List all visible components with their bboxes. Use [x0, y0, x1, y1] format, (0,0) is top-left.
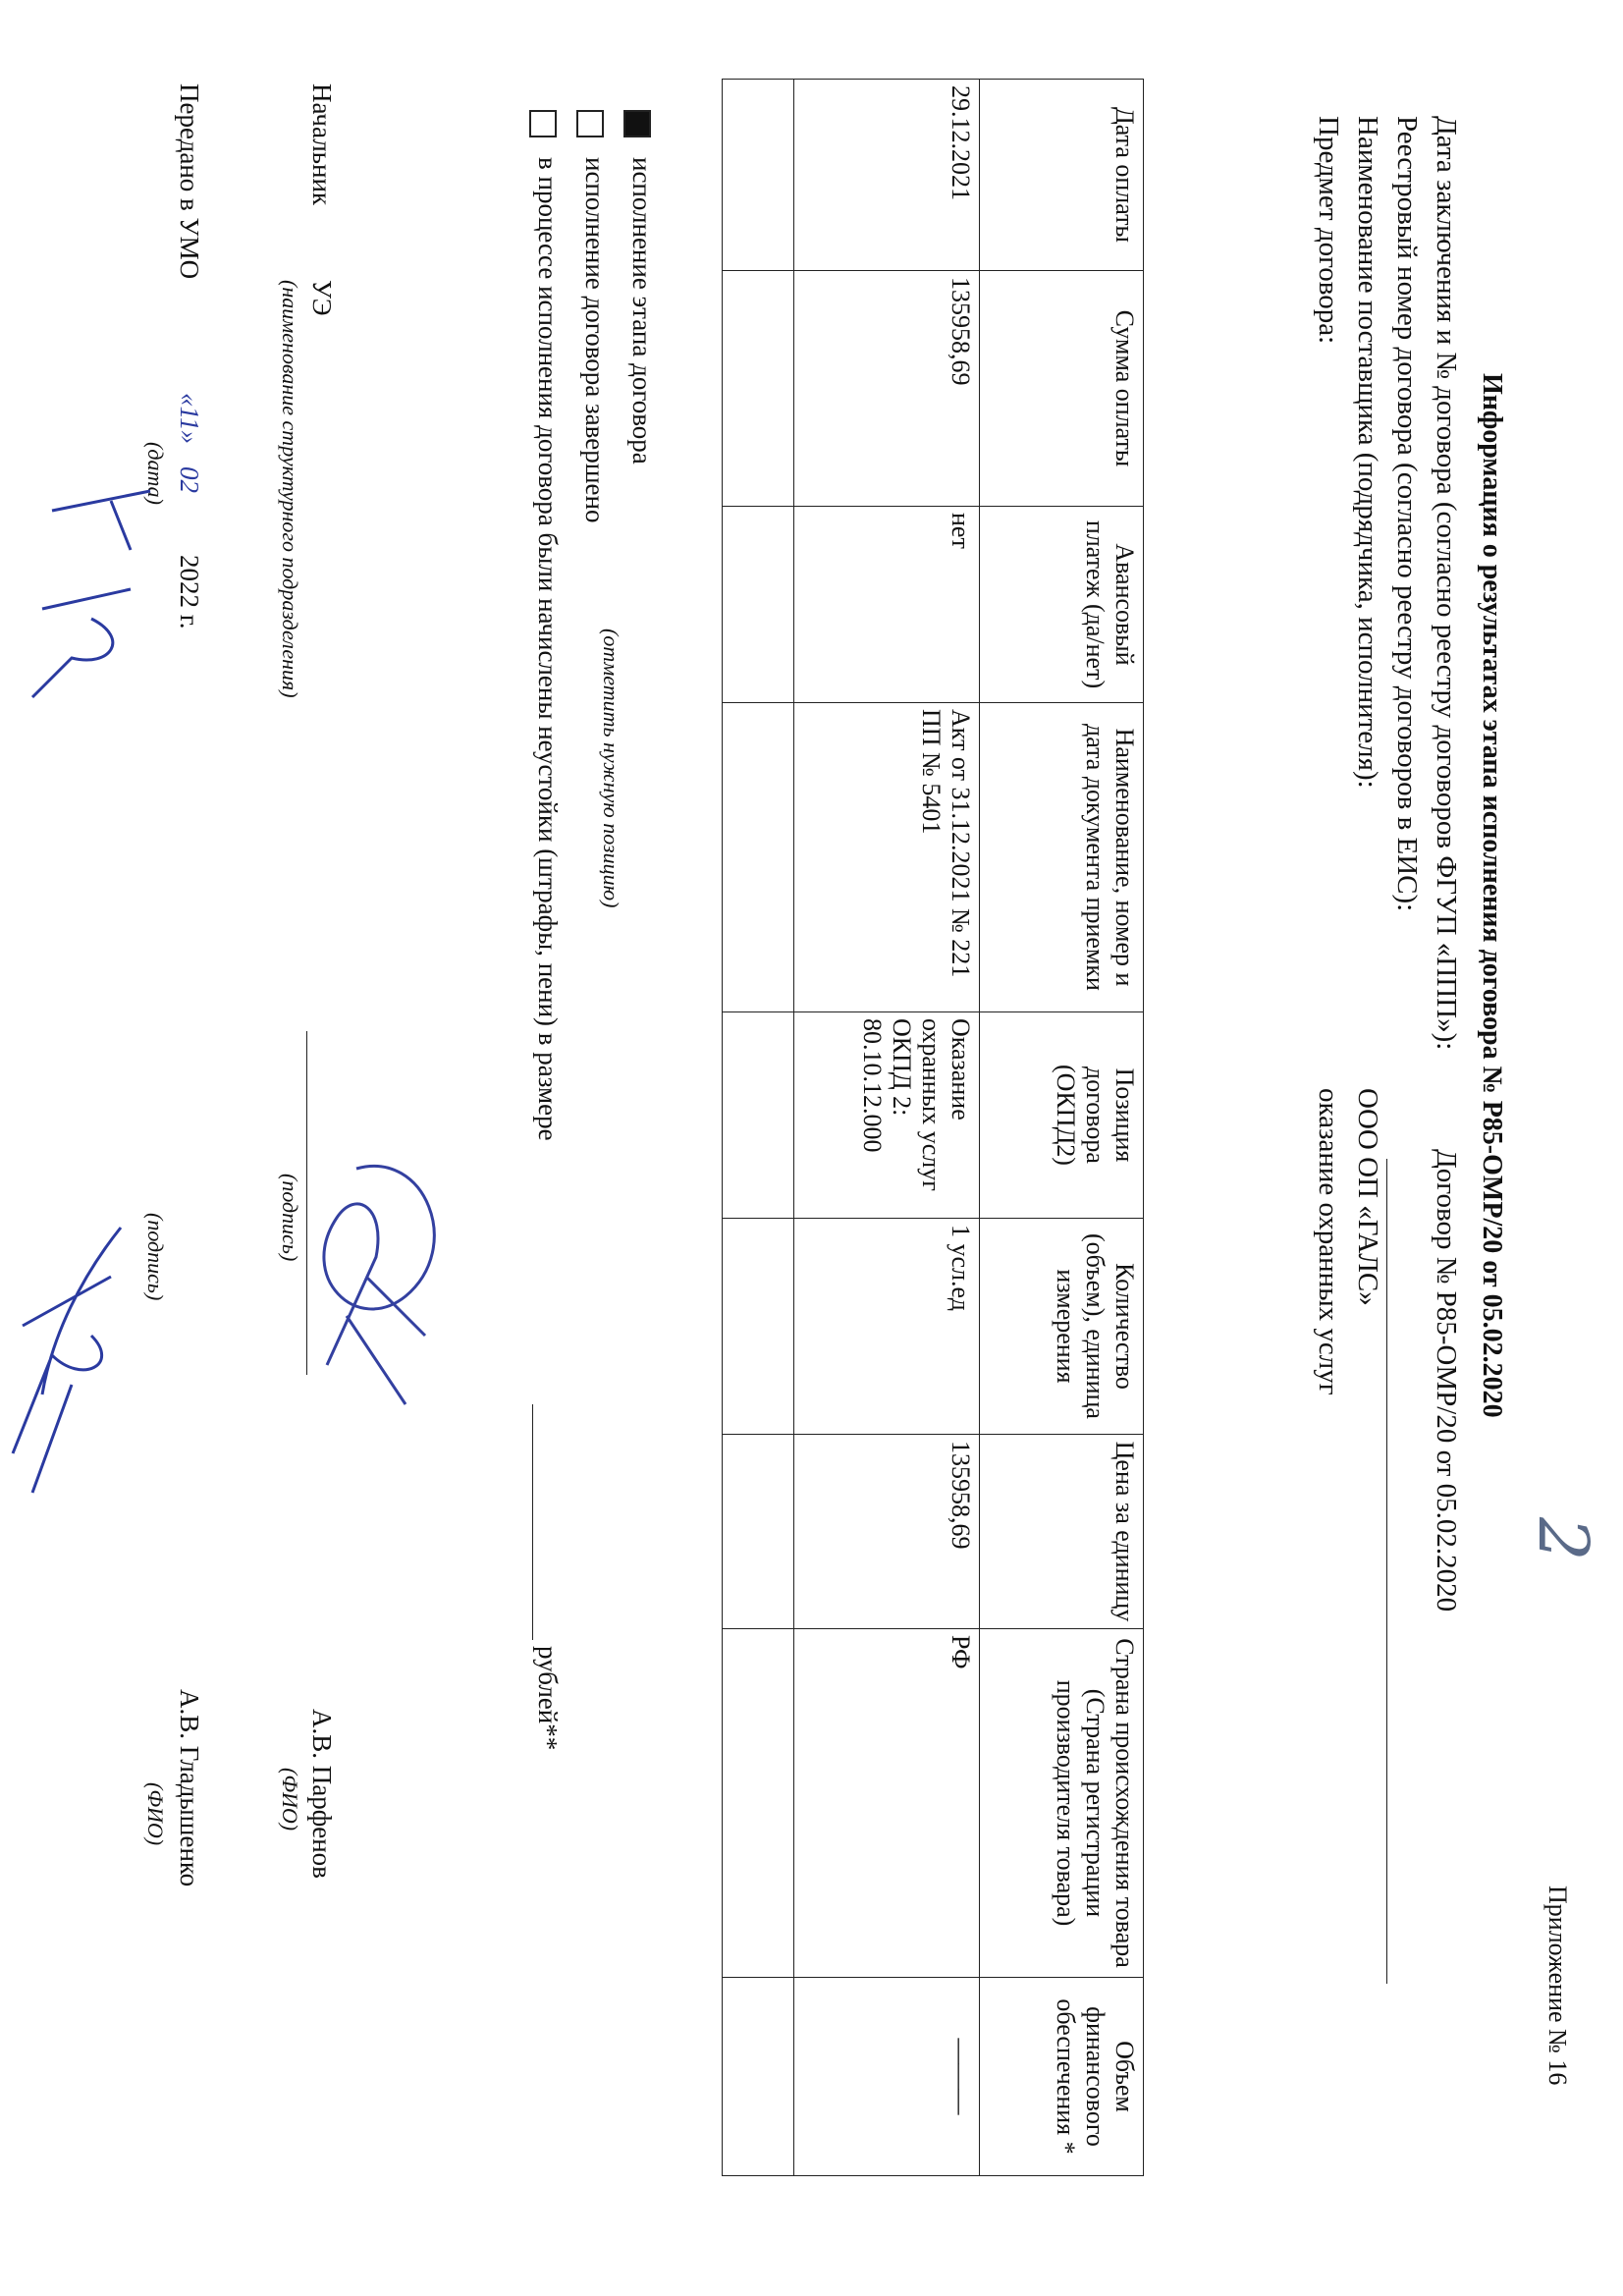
appendix-label: Приложение № 16: [1543, 1886, 1572, 2086]
header-okpd2: Позиция договора (ОКПД2): [980, 1012, 1144, 1219]
transfer-sign-caption: (подпись): [143, 1213, 168, 1301]
transfer-date-year: 2022 г.: [175, 555, 204, 629]
info-supplier-label: Наименование поставщика (подрядчика, исполнителя):: [1352, 116, 1383, 789]
mark-position-note: (отметить нужную позицию): [599, 629, 623, 908]
cell-payment-date: 29.12.2021: [794, 80, 980, 271]
penalty-suffix: рублей**: [533, 1646, 563, 1751]
signature-unit: УЭ: [307, 280, 337, 316]
signature-name: А.В. Парфенов: [307, 1709, 337, 1879]
cell-acceptance-doc: Акт от 31.12.2021 № 221 ПП № 5401: [794, 703, 980, 1012]
header-quantity: Количество (объем), единица измерения: [980, 1219, 1144, 1435]
header-unit-price: Цена за единицу: [980, 1435, 1144, 1629]
checkbox-label-completed: исполнение договора завершено: [580, 157, 610, 523]
signature-unit-caption: (наименование структурного подразделения): [278, 280, 302, 698]
transfer-date-day: «11»: [175, 393, 204, 444]
transfer-name: А.В. Гладышенко: [175, 1689, 204, 1887]
cell-financial-security: ———: [794, 1978, 980, 2176]
info-date-value: Договор № Р85-ОМР/20 от 05.02.2020: [1431, 1149, 1462, 1613]
penalty-amount-line: [532, 1404, 533, 1640]
payment-table: [722, 79, 1144, 2176]
table-row: [794, 80, 980, 2176]
cell-quantity: 1 усл.ед: [794, 1219, 980, 1435]
transfer-name-caption: (ФИО): [143, 1782, 168, 1846]
info-line-registry: [1387, 116, 1427, 911]
transfer-date-handwriting: [23, 471, 170, 727]
header-advance: Авансовый платеж (да/нет): [980, 507, 1144, 703]
info-subject-value: оказание охранных услуг: [1313, 1088, 1344, 1395]
transfer-date-month: 02: [175, 466, 204, 493]
header-payment-sum: Сумма оплаты: [980, 271, 1144, 507]
table-header-row: [980, 80, 1144, 2176]
info-supplier-value: ООО ОП «ГАЛС»: [1352, 1088, 1383, 1306]
cell-advance: нет: [794, 507, 980, 703]
cell-unit-price: 135958,69: [794, 1435, 980, 1629]
checkbox-penalties[interactable]: [529, 110, 557, 137]
checkbox-stage-execution[interactable]: [623, 110, 651, 137]
transfer-label: Передано в УМО: [175, 83, 204, 280]
header-financial-security: Объем финансового обеспечения *: [980, 1978, 1144, 2176]
info-line-date: [1427, 116, 1466, 1613]
header-acceptance-doc: Наименование, номер и дата документа приемки: [980, 703, 1144, 1012]
info-subject-label: Предмет договора:: [1313, 116, 1344, 345]
cell-country: РФ: [794, 1629, 980, 1978]
table-empty-row: [723, 80, 794, 2176]
transfer-date-caption: (дата): [143, 442, 168, 505]
checkbox-contract-completed[interactable]: [576, 110, 604, 137]
cell-okpd2: Оказание охранных услуг ОКПД 2: 80.10.12.000: [794, 1012, 980, 1219]
signature-sign-caption: (подпись): [278, 1174, 302, 1262]
signature-role: Начальник: [307, 83, 337, 206]
info-date-label: Дата заключения и № договора (согласно реестру договоров ФГУП «ППП»):: [1431, 116, 1462, 1051]
header-payment-date: Дата оплаты: [980, 80, 1144, 271]
info-line-subject: [1309, 116, 1348, 1395]
signature-gladyshenko: [3, 1218, 140, 1512]
checkbox-label-penalties: в процессе исполнения договора были начислены неустойки (штрафы, пени) в размере: [533, 157, 563, 1141]
signature-name-caption: (ФИО): [278, 1768, 302, 1831]
handwritten-page-number: 2: [1523, 1517, 1603, 1561]
header-country: Страна происхождения товара (Страна регистрации производителя товара): [980, 1629, 1144, 1978]
cell-payment-sum: 135958,69: [794, 271, 980, 507]
document-title: Информация о результатах этапа исполнения договора № Р85-ОМР/20 от 05.02.2020: [1477, 373, 1507, 1418]
checkbox-label-stage: исполнение этапа договора: [627, 157, 657, 465]
info-line-supplier: [1348, 116, 1387, 1306]
info-registry-label: Реестровый номер договора (согласно реестру договоров в ЕИС):: [1391, 116, 1423, 912]
signature-parfenov: [268, 1110, 464, 1424]
